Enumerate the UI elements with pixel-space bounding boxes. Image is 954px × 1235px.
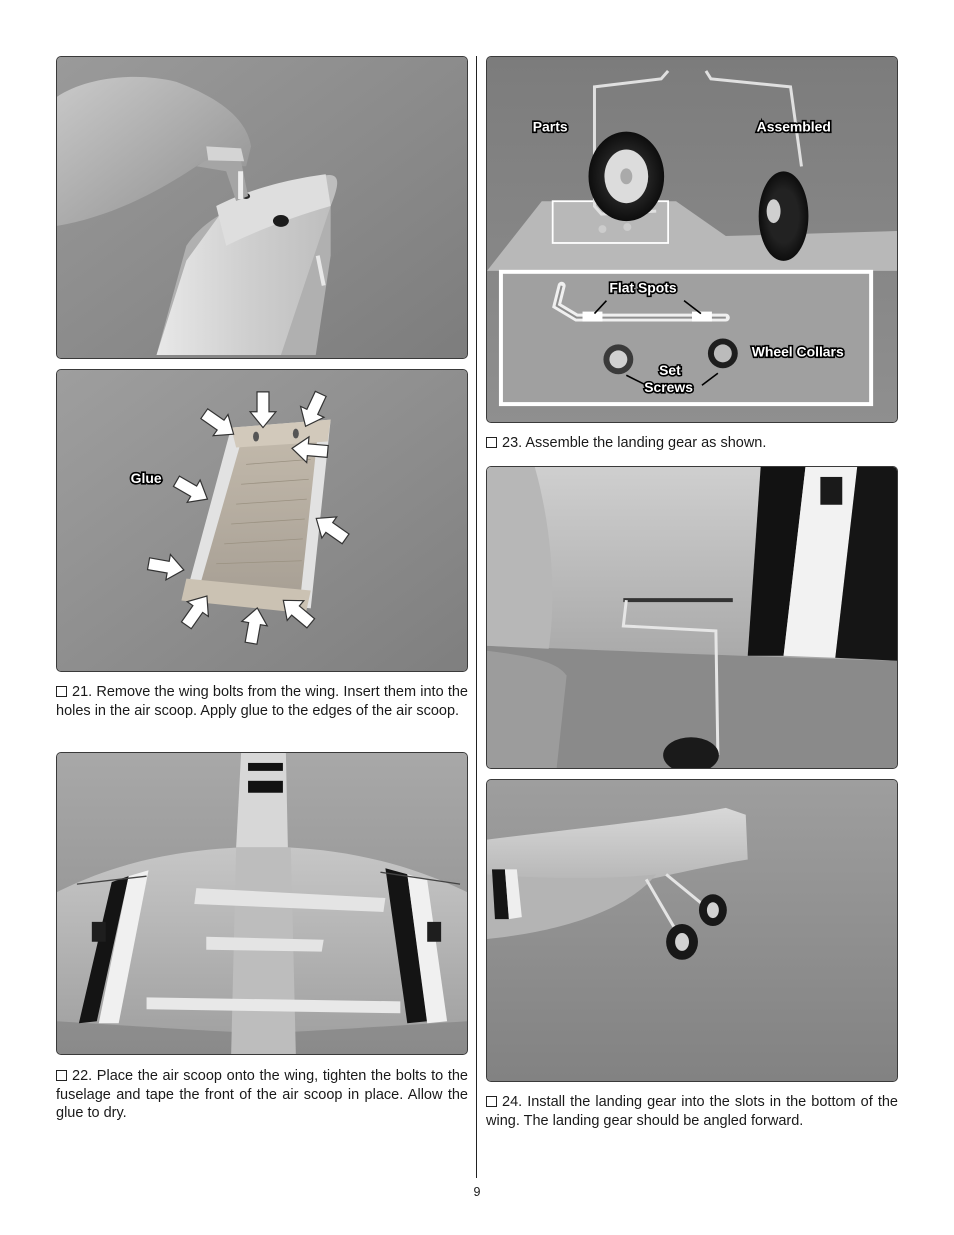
step-21-caption bbox=[56, 683, 468, 720]
step-22-checkbox[interactable] bbox=[56, 1070, 67, 1081]
photo-gear-installed bbox=[486, 779, 898, 1082]
page-number: 9 bbox=[473, 1185, 481, 1199]
step-21-text: 21. Remove the wing bolts from the wing. Insert them into the holes in the air scoop. Apply glue to the edges of the air scoop. bbox=[56, 684, 468, 719]
step-24-checkbox[interactable] bbox=[486, 1096, 497, 1107]
step-23-text: 23. Assemble the landing gear as shown. bbox=[502, 435, 767, 451]
gear-slot-illustration bbox=[487, 467, 897, 768]
gear-installed-illustration bbox=[487, 780, 897, 1081]
step-21-checkbox[interactable] bbox=[56, 686, 67, 697]
step-22-caption bbox=[56, 1067, 468, 1123]
step-24-text: 24. Install the landing gear into the slots in the bottom of the wing. The landing gear should be angled forward. bbox=[486, 1094, 898, 1129]
screws-label: Screws bbox=[644, 379, 693, 396]
photo-scoop-taped bbox=[56, 752, 468, 1055]
photo-landing-gear-parts bbox=[486, 56, 898, 423]
step-24-caption bbox=[486, 1093, 898, 1130]
glue-edges-illustration bbox=[57, 370, 467, 671]
column-divider bbox=[476, 56, 477, 1178]
photo-insert-bolts bbox=[56, 56, 468, 359]
assembled-label: Assembled bbox=[756, 118, 831, 135]
wing-tape-illustration bbox=[57, 753, 467, 1054]
air-scoop-bolts-illustration bbox=[57, 57, 467, 358]
wheel-collars-label: Wheel Collars bbox=[751, 343, 844, 360]
glue-label: Glue bbox=[130, 470, 162, 487]
step-22-text: 22. Place the air scoop onto the wing, tighten the bolts to the fuselage and tape the front of the air scoop in place. Allow the glue to dry. bbox=[56, 1068, 468, 1121]
photo-gear-in-slot bbox=[486, 466, 898, 769]
step-23-checkbox[interactable] bbox=[486, 437, 497, 448]
photo-apply-glue bbox=[56, 369, 468, 672]
set-label: Set bbox=[659, 362, 681, 379]
step-23-caption bbox=[486, 434, 898, 453]
flat-spots-label: Flat Spots bbox=[609, 279, 677, 296]
landing-gear-illustration bbox=[487, 57, 897, 422]
parts-label: Parts bbox=[532, 118, 568, 135]
